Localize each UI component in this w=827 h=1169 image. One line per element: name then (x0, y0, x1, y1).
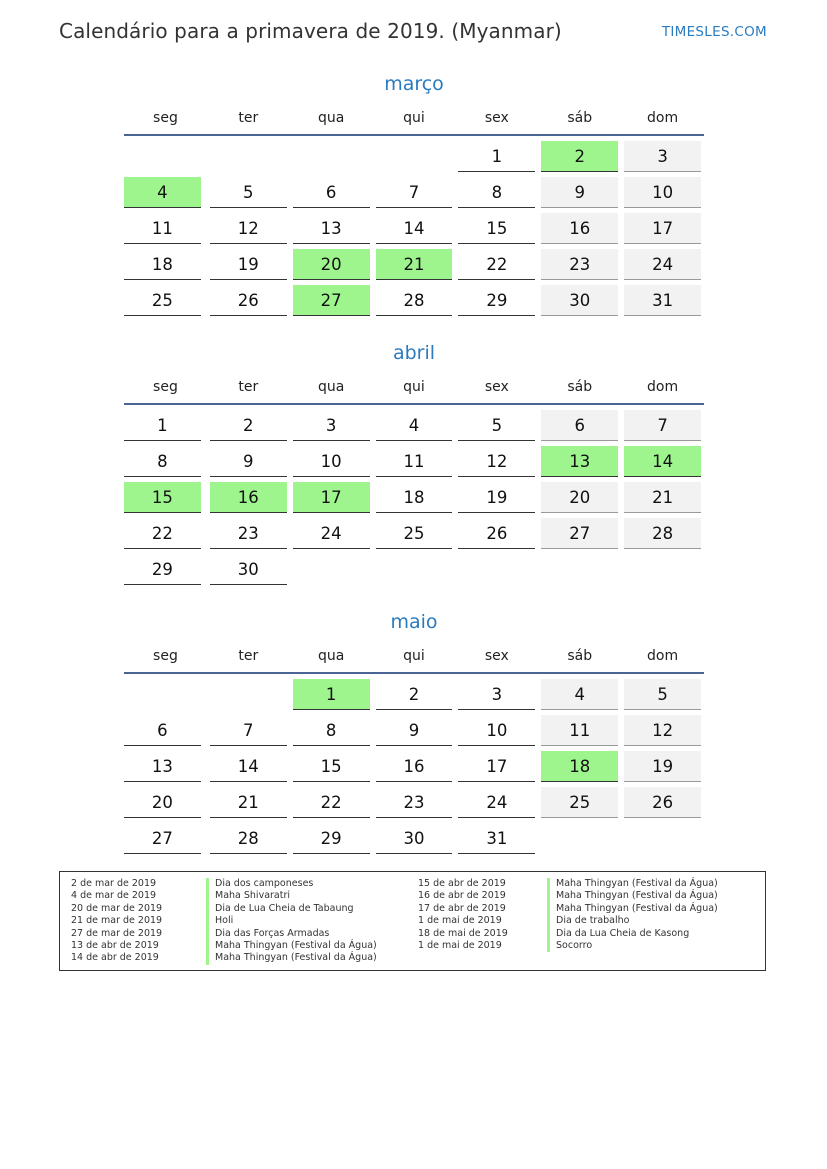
page-title: Calendário para a primavera de 2019. (Myanmar) (59, 19, 562, 43)
empty-day-cell (624, 554, 701, 585)
legend-holiday-name: Maha Thingyan (Festival da Água) (547, 890, 718, 902)
legend-date: 27 de mar de 2019 (71, 927, 163, 939)
week-row (124, 715, 704, 751)
day-cell: 12 (210, 213, 287, 244)
empty-day-cell (624, 823, 701, 854)
legend-holiday-name: Dia dos camponeses (206, 878, 377, 890)
day-cell: 28 (624, 518, 701, 549)
legend-date: 17 de abr de 2019 (418, 902, 506, 914)
weekday-label: qui (403, 379, 425, 395)
legend-holiday-name: Dia de trabalho (547, 915, 718, 927)
legend-date: 1 de mai de 2019 (418, 915, 502, 927)
week-row (124, 751, 704, 787)
day-cell: 11 (541, 715, 618, 746)
month-block (124, 339, 704, 590)
day-cell: 8 (124, 446, 201, 477)
day-cell: 29 (458, 285, 535, 316)
day-cell: 30 (210, 554, 287, 585)
weekday-header (124, 108, 704, 136)
weekday-header (124, 377, 704, 405)
day-cell: 9 (210, 446, 287, 477)
day-cell: 13 (124, 751, 201, 782)
day-cell: 21 (210, 787, 287, 818)
day-cell: 3 (624, 141, 701, 172)
day-cell: 2 (376, 679, 453, 710)
legend-date: 21 de mar de 2019 (71, 915, 163, 927)
day-cell: 18 (376, 482, 453, 513)
weekday-label: sáb (567, 648, 593, 664)
weekday-label: qua (317, 110, 345, 126)
holiday-day-cell: 14 (624, 446, 701, 477)
day-cell: 30 (541, 285, 618, 316)
day-cell: 31 (624, 285, 701, 316)
empty-day-cell (210, 141, 287, 172)
week-row (124, 679, 704, 715)
holiday-day-cell: 1 (293, 679, 370, 710)
day-cell: 2 (210, 410, 287, 441)
day-cell: 20 (541, 482, 618, 513)
day-cell: 27 (541, 518, 618, 549)
weekday-label: ter (238, 110, 259, 126)
day-cell: 5 (624, 679, 701, 710)
holiday-day-cell: 27 (293, 285, 370, 316)
legend-date: 1 de mai de 2019 (418, 939, 502, 951)
day-cell: 29 (124, 554, 201, 585)
day-cell: 23 (541, 249, 618, 280)
day-cell: 28 (376, 285, 453, 316)
day-cell: 31 (458, 823, 535, 854)
month-block (124, 608, 704, 859)
empty-day-cell (293, 554, 370, 585)
legend-holiday-name: Maha Thingyan (Festival da Água) (206, 940, 377, 952)
legend-date: 16 de abr de 2019 (418, 890, 506, 902)
weekday-label: sex (484, 110, 509, 126)
legend-holiday-name: Maha Shivaratri (206, 890, 377, 902)
weekday-label: sáb (567, 110, 593, 126)
day-cell: 15 (458, 213, 535, 244)
empty-day-cell (376, 554, 453, 585)
day-cell: 3 (458, 679, 535, 710)
day-cell: 12 (458, 446, 535, 477)
legend-holiday-name: Dia das Forças Armadas (206, 928, 377, 940)
day-cell: 3 (293, 410, 370, 441)
legend-names-column-1 (206, 878, 377, 965)
day-cell: 30 (376, 823, 453, 854)
day-cell: 7 (210, 715, 287, 746)
weekday-label: qui (403, 648, 425, 664)
day-cell: 20 (124, 787, 201, 818)
day-cell: 23 (210, 518, 287, 549)
empty-day-cell (124, 141, 201, 172)
weekday-label: sex (484, 379, 509, 395)
week-row (124, 177, 704, 213)
weekday-label: seg (153, 379, 178, 395)
legend-holiday-name: Dia de Lua Cheia de Tabaung (206, 903, 377, 915)
day-cell: 9 (541, 177, 618, 208)
legend-holiday-name: Maha Thingyan (Festival da Água) (206, 952, 377, 964)
day-cell: 26 (458, 518, 535, 549)
day-cell: 27 (124, 823, 201, 854)
day-cell: 11 (376, 446, 453, 477)
day-cell: 26 (210, 285, 287, 316)
day-cell: 22 (293, 787, 370, 818)
legend-date: 18 de mai de 2019 (418, 927, 508, 939)
day-cell: 16 (376, 751, 453, 782)
day-cell: 7 (624, 410, 701, 441)
week-row (124, 249, 704, 285)
weekday-label: sex (484, 648, 509, 664)
day-cell: 10 (624, 177, 701, 208)
week-row (124, 410, 704, 446)
weekday-label: qua (317, 379, 345, 395)
day-cell: 4 (376, 410, 453, 441)
day-cell: 28 (210, 823, 287, 854)
weekday-label: qui (403, 110, 425, 126)
legend-date: 2 de mar de 2019 (71, 878, 157, 889)
month-title: março (384, 73, 444, 95)
weekday-label: dom (647, 648, 679, 664)
month-block (124, 70, 704, 321)
weekday-label: ter (238, 379, 259, 395)
holiday-legend (59, 871, 766, 971)
day-cell: 11 (124, 213, 201, 244)
month-title: maio (390, 611, 438, 633)
holiday-day-cell: 13 (541, 446, 618, 477)
week-row (124, 823, 704, 859)
legend-date: 4 de mar de 2019 (71, 890, 157, 902)
day-cell: 14 (376, 213, 453, 244)
weekday-label: dom (647, 379, 679, 395)
legend-dates-column-1 (71, 878, 162, 965)
day-cell: 5 (458, 410, 535, 441)
empty-day-cell (210, 679, 287, 710)
empty-day-cell (541, 554, 618, 585)
holiday-day-cell: 21 (376, 249, 453, 280)
month-title: abril (392, 342, 436, 364)
day-cell: 29 (293, 823, 370, 854)
day-cell: 24 (293, 518, 370, 549)
weekday-label: dom (647, 110, 679, 126)
day-cell: 6 (541, 410, 618, 441)
week-row (124, 446, 704, 482)
day-cell: 10 (293, 446, 370, 477)
holiday-day-cell: 2 (541, 141, 618, 172)
week-row (124, 518, 704, 554)
day-cell: 14 (210, 751, 287, 782)
day-cell: 21 (624, 482, 701, 513)
day-cell: 26 (624, 787, 701, 818)
legend-date: 20 de mar de 2019 (71, 902, 163, 914)
week-row (124, 141, 704, 177)
day-cell: 15 (293, 751, 370, 782)
legend-holiday-name: Dia da Lua Cheia de Kasong (547, 928, 718, 940)
week-row (124, 213, 704, 249)
day-cell: 24 (624, 249, 701, 280)
day-cell: 6 (124, 715, 201, 746)
legend-date: 14 de abr de 2019 (71, 952, 159, 964)
day-cell: 19 (210, 249, 287, 280)
legend-dates-column-2 (418, 878, 508, 952)
legend-holiday-name: Holi (206, 915, 377, 927)
weekday-label: seg (153, 110, 178, 126)
day-cell: 18 (124, 249, 201, 280)
legend-names-column-2 (547, 878, 718, 952)
weekday-label: sáb (567, 379, 593, 395)
week-row (124, 787, 704, 823)
day-cell: 10 (458, 715, 535, 746)
day-cell: 9 (376, 715, 453, 746)
day-cell: 22 (458, 249, 535, 280)
empty-day-cell (376, 141, 453, 172)
holiday-day-cell: 16 (210, 482, 287, 513)
day-cell: 8 (458, 177, 535, 208)
empty-day-cell (124, 679, 201, 710)
day-cell: 25 (124, 285, 201, 316)
brand-link[interactable]: TIMESLES.COM (661, 24, 767, 40)
day-cell: 17 (624, 213, 701, 244)
holiday-day-cell: 17 (293, 482, 370, 513)
holiday-day-cell: 18 (541, 751, 618, 782)
legend-holiday-name: Maha Thingyan (Festival da Água) (547, 878, 718, 890)
weekday-label: ter (238, 648, 259, 664)
day-cell: 24 (458, 787, 535, 818)
holiday-day-cell: 15 (124, 482, 201, 513)
day-cell: 4 (541, 679, 618, 710)
day-cell: 12 (624, 715, 701, 746)
empty-day-cell (541, 823, 618, 854)
week-row (124, 285, 704, 321)
weekday-label: seg (153, 648, 178, 664)
day-cell: 23 (376, 787, 453, 818)
day-cell: 19 (458, 482, 535, 513)
day-cell: 6 (293, 177, 370, 208)
day-cell: 25 (541, 787, 618, 818)
empty-day-cell (293, 141, 370, 172)
legend-holiday-name: Maha Thingyan (Festival da Água) (547, 903, 718, 915)
legend-date: 15 de abr de 2019 (418, 878, 506, 889)
holiday-day-cell: 20 (293, 249, 370, 280)
weekday-label: qua (317, 648, 345, 664)
week-row (124, 554, 704, 590)
legend-date: 13 de abr de 2019 (71, 939, 159, 951)
day-cell: 5 (210, 177, 287, 208)
holiday-day-cell: 4 (124, 177, 201, 208)
day-cell: 7 (376, 177, 453, 208)
day-cell: 13 (293, 213, 370, 244)
weekday-header (124, 646, 704, 674)
day-cell: 1 (458, 141, 535, 172)
day-cell: 16 (541, 213, 618, 244)
week-row (124, 482, 704, 518)
day-cell: 8 (293, 715, 370, 746)
day-cell: 22 (124, 518, 201, 549)
day-cell: 19 (624, 751, 701, 782)
day-cell: 1 (124, 410, 201, 441)
empty-day-cell (458, 554, 535, 585)
day-cell: 17 (458, 751, 535, 782)
day-cell: 25 (376, 518, 453, 549)
legend-holiday-name: Socorro (547, 940, 718, 952)
